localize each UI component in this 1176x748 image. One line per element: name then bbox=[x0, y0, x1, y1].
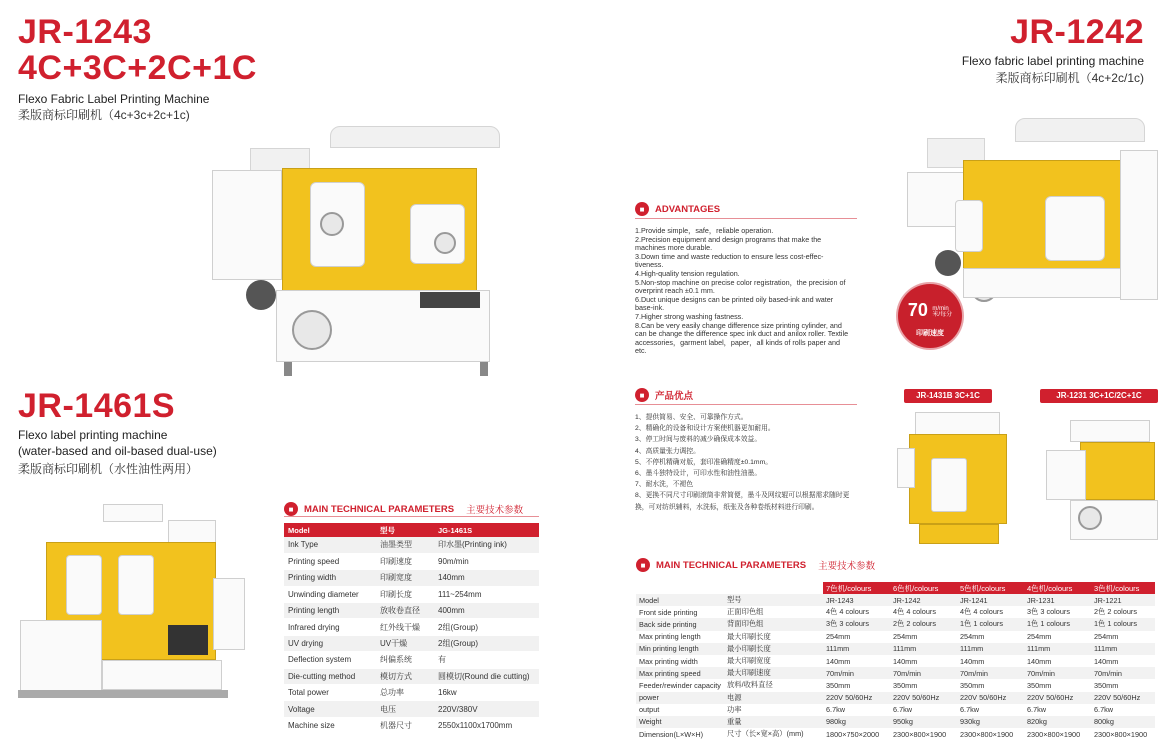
right-params-icon: ■ bbox=[636, 558, 650, 572]
table-cell: 机器尺寸 bbox=[376, 717, 434, 733]
table-cell: JR-1241 bbox=[957, 594, 1024, 606]
table-row bbox=[284, 635, 539, 651]
table-cell: 220V 50/60Hz bbox=[1091, 692, 1155, 704]
left-params-heading-cn: 主要技术参数 bbox=[466, 505, 524, 516]
jr1461s-model-title: JR-1461S bbox=[18, 387, 176, 425]
left-params-divider bbox=[284, 516, 539, 517]
advantages-cn-heading-text: 产品优点 bbox=[655, 391, 694, 402]
table-cell: Total power bbox=[284, 685, 376, 701]
list-item: 8.Can be very easily change difference size printing cylinder, and can be change the difference spec ink duct and anilox roller. Textile accessories，garment label，paper，all kinds of rolls paper and etc. bbox=[635, 320, 849, 356]
table-cell: Front side printing bbox=[636, 606, 724, 618]
table-cell: 2300×800×1900 bbox=[957, 728, 1024, 740]
list-item: 6.Duct unique designs can be printed oily based-ink and water base-ink. bbox=[635, 294, 834, 313]
table-cell: 模切方式 bbox=[376, 668, 434, 684]
table-cell: JR-1242 bbox=[890, 594, 957, 606]
table-cell: 最大印刷长度 bbox=[724, 631, 823, 643]
jr1431b-machine-image bbox=[895, 408, 1020, 548]
advantages-cn-heading bbox=[635, 388, 693, 402]
table-cell: 最小印刷长度 bbox=[724, 643, 823, 655]
table-row bbox=[636, 667, 1155, 679]
table-header-cell: 6色机/colours bbox=[890, 582, 957, 594]
table-cell: 111mm bbox=[1091, 643, 1155, 655]
table-cell: 111mm bbox=[957, 643, 1024, 655]
model-tag-jr1231: JR-1231 3C+1C/2C+1C bbox=[1040, 389, 1158, 403]
table-cell: power bbox=[636, 692, 724, 704]
table-cell: 电源 bbox=[724, 692, 823, 704]
left-params-heading bbox=[284, 502, 523, 516]
table-cell: 930kg bbox=[957, 716, 1024, 728]
table-cell: 111mm bbox=[1024, 643, 1091, 655]
table-header-row bbox=[636, 582, 1155, 594]
table-row bbox=[636, 704, 1155, 716]
table-cell: 1色 1 colours bbox=[1091, 618, 1155, 630]
table-cell: 1800×750×2000 bbox=[823, 728, 890, 740]
table-cell: 254mm bbox=[1091, 631, 1155, 643]
jr1243-subtitle-cn: 柔版商标印刷机（4c+3c+2c+1c) bbox=[18, 108, 190, 122]
table-cell: 70m/min bbox=[823, 667, 890, 679]
table-row bbox=[636, 618, 1155, 630]
model-tag-jr1431b: JR-1431B 3C+1C bbox=[904, 389, 992, 403]
table-cell: JR-1243 bbox=[823, 594, 890, 606]
params-icon: ■ bbox=[284, 502, 298, 516]
left-params-table bbox=[284, 523, 539, 734]
table-cell: 111mm bbox=[823, 643, 890, 655]
table-cell: 2组(Group) bbox=[434, 635, 539, 651]
jr1461s-machine-image bbox=[18, 500, 250, 705]
jr1242-machine-image bbox=[905, 100, 1160, 305]
table-cell: 2组(Group) bbox=[434, 619, 539, 635]
table-cell: 印刷长度 bbox=[376, 586, 434, 602]
jr1243-subtitle-en: Flexo Fabric Label Printing Machine bbox=[18, 92, 210, 106]
table-cell: 400mm bbox=[434, 603, 539, 619]
table-row bbox=[636, 655, 1155, 667]
table-cell: 800kg bbox=[1091, 716, 1155, 728]
table-cell: JR-1231 bbox=[1024, 594, 1091, 606]
jr1243-model-title: JR-1243 bbox=[18, 13, 152, 51]
table-header-cell: 7色机/colours bbox=[823, 582, 890, 594]
list-item: 3.Down time and waste reduction to ensure less cost-effec- tiveness. bbox=[635, 251, 824, 270]
advantages-cn-list bbox=[635, 412, 853, 513]
table-cell: 950kg bbox=[890, 716, 957, 728]
table-cell: 印刷宽度 bbox=[376, 570, 434, 586]
table-cell: 印水墨(Printing ink) bbox=[434, 537, 539, 553]
table-cell: Printing length bbox=[284, 603, 376, 619]
table-cell: 红外线干燥 bbox=[376, 619, 434, 635]
table-cell: Max printing speed bbox=[636, 667, 724, 679]
table-cell: JR-1221 bbox=[1091, 594, 1155, 606]
table-cell: 254mm bbox=[1024, 631, 1091, 643]
list-item: 4、高质量张力调控。 bbox=[635, 447, 700, 455]
table-cell: 3色 3 colours bbox=[823, 618, 890, 630]
table-cell: 型号 bbox=[724, 594, 823, 606]
table-cell: 220V 50/60Hz bbox=[823, 692, 890, 704]
table-header-cell: JG-1461S bbox=[434, 523, 539, 537]
table-cell: 140mm bbox=[1091, 655, 1155, 667]
list-item: 5.Non-stop machine on precise color registration，the precision of overprint reach ±0.1 mm. bbox=[635, 277, 846, 296]
table-cell: 220V 50/60Hz bbox=[1024, 692, 1091, 704]
table-row bbox=[284, 619, 539, 635]
table-row bbox=[636, 679, 1155, 691]
table-cell: output bbox=[636, 704, 724, 716]
speed-badge bbox=[898, 284, 962, 348]
table-row bbox=[284, 701, 539, 717]
table-cell: 70m/min bbox=[1091, 667, 1155, 679]
jr1242-subtitle-en: Flexo fabric label printing machine bbox=[961, 54, 1144, 68]
table-cell: Machine size bbox=[284, 717, 376, 733]
advantages-heading-text: ADVANTAGES bbox=[655, 203, 721, 215]
table-cell: 111~254mm bbox=[434, 586, 539, 602]
table-cell: 220V 50/60Hz bbox=[890, 692, 957, 704]
table-row bbox=[636, 643, 1155, 655]
table-cell: Infrared drying bbox=[284, 619, 376, 635]
table-cell: 最大印刷宽度 bbox=[724, 655, 823, 667]
table-cell: 90m/min bbox=[434, 553, 539, 569]
table-cell: 111mm bbox=[890, 643, 957, 655]
table-cell: 尺寸（长×宽×高）(mm) bbox=[724, 728, 823, 740]
jr1242-subtitle-cn: 柔版商标印刷机（4c+2c/1c) bbox=[995, 71, 1144, 85]
table-row bbox=[284, 537, 539, 553]
table-cell: Max printing width bbox=[636, 655, 724, 667]
list-item: 7.Higher strong washing fastness. bbox=[635, 311, 744, 321]
speed-badge-value: 70 bbox=[907, 300, 928, 320]
right-params-heading-en: MAIN TECHNICAL PARAMETERS bbox=[656, 559, 807, 571]
list-item: 1.Provide simple，safe，reliable operation. bbox=[635, 226, 774, 235]
table-cell: 350mm bbox=[890, 679, 957, 691]
advantages-cn-icon: ■ bbox=[635, 388, 649, 402]
table-cell: 350mm bbox=[1024, 679, 1091, 691]
advantages-heading bbox=[635, 202, 720, 216]
table-cell: 254mm bbox=[957, 631, 1024, 643]
speed-badge-unit-bottom: 米/每分 bbox=[932, 311, 953, 318]
table-cell: UV drying bbox=[284, 635, 376, 651]
table-cell: Printing width bbox=[284, 570, 376, 586]
table-cell: 放收卷直径 bbox=[376, 603, 434, 619]
table-cell: 2色 2 colours bbox=[1091, 606, 1155, 618]
table-cell: 圆模切(Round die cutting) bbox=[434, 668, 539, 684]
table-cell: 背面印色组 bbox=[724, 618, 823, 630]
table-cell: 总功率 bbox=[376, 685, 434, 701]
table-cell: 有 bbox=[434, 652, 539, 668]
table-cell: 6.7kw bbox=[890, 704, 957, 716]
table-cell: 254mm bbox=[823, 631, 890, 643]
table-cell: Voltage bbox=[284, 701, 376, 717]
right-params-heading bbox=[636, 558, 875, 572]
speed-badge-unit-top: m/min bbox=[932, 305, 949, 312]
table-cell: Unwinding diameter bbox=[284, 586, 376, 602]
table-cell: 140mm bbox=[890, 655, 957, 667]
table-cell: 820kg bbox=[1024, 716, 1091, 728]
table-cell: Back side printing bbox=[636, 618, 724, 630]
table-cell: 2550x1100x1700mm bbox=[434, 717, 539, 733]
table-header-cell: 3色机/colours bbox=[1091, 582, 1155, 594]
table-row bbox=[284, 717, 539, 733]
advantages-icon: ■ bbox=[635, 202, 649, 216]
table-row bbox=[284, 652, 539, 668]
table-cell: Die-cutting method bbox=[284, 668, 376, 684]
table-cell: Weight bbox=[636, 716, 724, 728]
table-row bbox=[284, 570, 539, 586]
table-row bbox=[636, 606, 1155, 618]
speed-badge-label: 印刷速度 bbox=[916, 330, 944, 337]
table-cell: UV干燥 bbox=[376, 635, 434, 651]
list-item: 4.High-quality tension regulation. bbox=[635, 268, 740, 278]
table-cell: 放料/收料直径 bbox=[724, 679, 823, 691]
table-cell: 纠偏系统 bbox=[376, 652, 434, 668]
table-cell: 6.7kw bbox=[823, 704, 890, 716]
table-cell: 电压 bbox=[376, 701, 434, 717]
table-cell: Feeder/rewinder capacity bbox=[636, 679, 724, 691]
right-params-heading-cn: 主要技术参数 bbox=[818, 561, 876, 572]
jr1231-machine-image bbox=[1040, 408, 1165, 548]
table-cell: Min printing length bbox=[636, 643, 724, 655]
table-row bbox=[284, 603, 539, 619]
table-cell: 功率 bbox=[724, 704, 823, 716]
list-item: 2.Precision equipment and design programs that make the machines more durable. bbox=[635, 234, 822, 253]
table-cell: 4色 4 colours bbox=[823, 606, 890, 618]
list-item: 5、不停机精确对版，套印准确精度±0.1mm。 bbox=[635, 458, 773, 466]
jr1461s-subtitle-en-2: (water-based and oil-based dual-use) bbox=[18, 444, 217, 458]
table-row bbox=[636, 631, 1155, 643]
right-params-table bbox=[636, 582, 1155, 740]
table-cell: 16kw bbox=[434, 685, 539, 701]
table-cell: Printing speed bbox=[284, 553, 376, 569]
table-header-cell bbox=[636, 582, 724, 594]
table-cell: 220V/380V bbox=[434, 701, 539, 717]
table-cell: Deflection system bbox=[284, 652, 376, 668]
table-cell: 140mm bbox=[434, 570, 539, 586]
table-cell: 正面印色组 bbox=[724, 606, 823, 618]
jr1243-machine-image bbox=[210, 120, 510, 385]
table-row bbox=[636, 728, 1155, 740]
table-cell: 70m/min bbox=[890, 667, 957, 679]
table-cell: Ink Type bbox=[284, 537, 376, 553]
table-cell: 1色 1 colours bbox=[1024, 618, 1091, 630]
table-cell: 350mm bbox=[1091, 679, 1155, 691]
table-row bbox=[284, 586, 539, 602]
table-cell: 6.7kw bbox=[957, 704, 1024, 716]
list-item: 2、精确化的设备和设计方案使机器更加耐用。 bbox=[635, 425, 775, 433]
table-cell: 350mm bbox=[823, 679, 890, 691]
table-cell: 140mm bbox=[1024, 655, 1091, 667]
table-row bbox=[636, 692, 1155, 704]
table-cell: 70m/min bbox=[957, 667, 1024, 679]
table-cell: 980kg bbox=[823, 716, 890, 728]
table-cell: 70m/min bbox=[1024, 667, 1091, 679]
advantages-list bbox=[635, 227, 853, 356]
table-cell: 140mm bbox=[823, 655, 890, 667]
table-header-row bbox=[284, 523, 539, 537]
table-cell: Model bbox=[636, 594, 724, 606]
table-cell: 6.7kw bbox=[1024, 704, 1091, 716]
list-item: 7、耐水洗，不褪色 bbox=[635, 481, 694, 489]
list-item: 1、提供简易、安全、可靠操作方式。 bbox=[635, 414, 748, 421]
table-cell: Dimension(L×W×H) bbox=[636, 728, 724, 740]
table-cell: 油墨类型 bbox=[376, 537, 434, 553]
list-item: 3、停工时间与废料的减少确保成本效益。 bbox=[635, 436, 762, 444]
jr1461s-subtitle-cn: 柔版商标印刷机（水性油性两用） bbox=[18, 462, 199, 476]
table-row bbox=[284, 553, 539, 569]
table-row bbox=[284, 668, 539, 684]
table-cell: 4色 4 colours bbox=[890, 606, 957, 618]
table-header-cell: 5色机/colours bbox=[957, 582, 1024, 594]
table-cell: 最大印刷速度 bbox=[724, 667, 823, 679]
table-cell: 2300×800×1900 bbox=[1091, 728, 1155, 740]
table-cell: Max printing length bbox=[636, 631, 724, 643]
table-cell: 6.7kw bbox=[1091, 704, 1155, 716]
jr1242-model-title: JR-1242 bbox=[1010, 13, 1144, 51]
table-header-cell: Model bbox=[284, 523, 376, 537]
left-params-heading-en: MAIN TECHNICAL PARAMETERS bbox=[304, 503, 455, 515]
table-cell: 2300×800×1900 bbox=[890, 728, 957, 740]
table-cell: 重量 bbox=[724, 716, 823, 728]
jr1243-colors-title: 4C+3C+2C+1C bbox=[18, 49, 257, 87]
table-header-cell bbox=[724, 582, 823, 594]
table-cell: 140mm bbox=[957, 655, 1024, 667]
table-header-cell: 4色机/colours bbox=[1024, 582, 1091, 594]
jr1461s-subtitle-en-1: Flexo label printing machine bbox=[18, 428, 168, 442]
table-cell: 1色 1 colours bbox=[957, 618, 1024, 630]
table-cell: 2色 2 colours bbox=[890, 618, 957, 630]
advantages-divider bbox=[635, 218, 857, 219]
table-row bbox=[284, 685, 539, 701]
list-item: 8、更换不同尺寸印刷滚筒非常简便，墨斗及网纹辊可以根据需求随时更换，可对纺织辅料，水洗标，纸张及各种卷纸材料进行印刷。 bbox=[635, 492, 850, 511]
table-row bbox=[636, 594, 1155, 606]
table-cell: 印刷速度 bbox=[376, 553, 434, 569]
table-cell: 350mm bbox=[957, 679, 1024, 691]
advantages-cn-divider bbox=[635, 404, 857, 405]
table-cell: 4色 4 colours bbox=[957, 606, 1024, 618]
table-header-cell: 型号 bbox=[376, 523, 434, 537]
table-cell: 2300×800×1900 bbox=[1024, 728, 1091, 740]
table-cell: 254mm bbox=[890, 631, 957, 643]
list-item: 6、墨斗独特设计，可印水性和油性油墨。 bbox=[635, 470, 762, 478]
table-row bbox=[636, 716, 1155, 728]
table-cell: 3色 3 colours bbox=[1024, 606, 1091, 618]
table-cell: 220V 50/60Hz bbox=[957, 692, 1024, 704]
